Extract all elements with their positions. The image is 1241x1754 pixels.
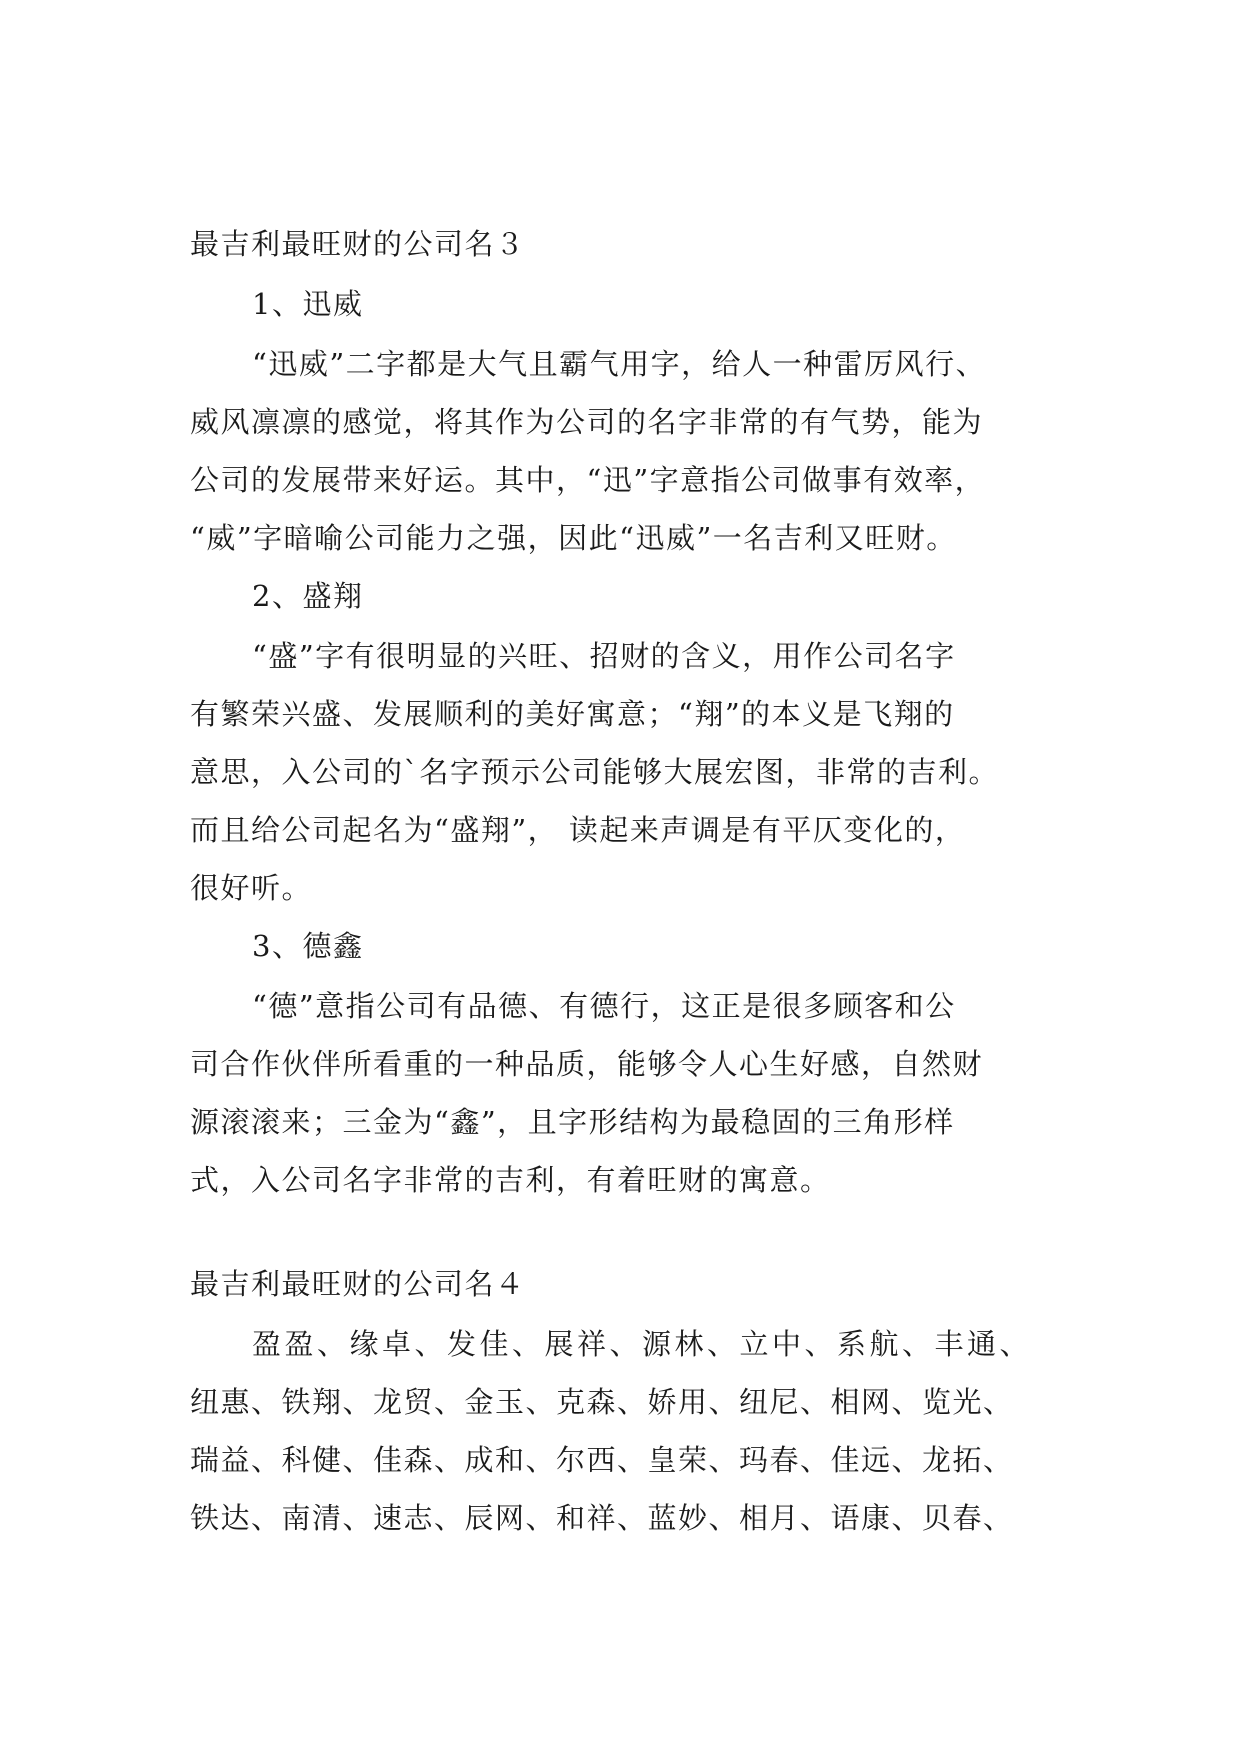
paragraph-line: 而且给公司起名为“盛翔”， 读起来声调是有平仄变化的， [190, 813, 966, 847]
paragraph-line: 源滚滚来；三金为“鑫”，且字形结构为最稳固的三角形样 [190, 1105, 955, 1139]
item-heading-1: 1、迅威 [252, 287, 364, 321]
paragraph-line: 公司的发展带来好运。其中，“迅”字意指公司做事有效率， [190, 463, 986, 497]
paragraph-line: 司合作伙伴所看重的一种品质，能够令人心生好感，自然财 [190, 1047, 984, 1081]
paragraph-line: 威风凛凛的感觉，将其作为公司的名字非常的有气势，能为 [190, 405, 984, 439]
paragraph-line: “德”意指公司有品德、有德行，这正是很多顾客和公 [252, 989, 956, 1023]
paragraph-line: “威”字暗喻公司能力之强，因此“迅威”一名吉利又旺财。 [190, 521, 957, 555]
section3-title: 最吉利最旺财的公司名３ [190, 227, 526, 261]
item-heading-3: 3、德鑫 [252, 929, 364, 963]
section4-title: 最吉利最旺财的公司名４ [190, 1267, 526, 1301]
item-heading-2: 2、盛翔 [252, 579, 364, 613]
paragraph-line: “盛”字有很明显的兴旺、招财的含义，用作公司名字 [252, 639, 956, 673]
paragraph-line: 意思，入公司的`名字预示公司能够大展宏图，非常的吉利。 [190, 755, 1000, 789]
paragraph-line: “迅威”二字都是大气且霸气用字，给人一种雷厉风行、 [252, 347, 987, 381]
paragraph-line: 很好听。 [190, 871, 313, 905]
name-list-line: 瑞益、科健、佳森、成和、尔西、皇荣、玛春、佳远、龙拓、 [190, 1443, 1014, 1477]
paragraph-line: 式，入公司名字非常的吉利，有着旺财的寓意。 [190, 1163, 831, 1197]
name-list-line: 盈盈、缘卓、发佳、展祥、源林、立中、系航、丰通、 [252, 1327, 1033, 1361]
name-list-line: 铁达、南清、速志、辰网、和祥、蓝妙、相月、语康、贝春、 [190, 1501, 1014, 1535]
paragraph-line: 有繁荣兴盛、发展顺利的美好寓意；“翔”的本义是飞翔的 [190, 697, 955, 731]
name-list-line: 纽惠、铁翔、龙贸、金玉、克森、娇用、纽尼、相网、览光、 [190, 1385, 1014, 1419]
